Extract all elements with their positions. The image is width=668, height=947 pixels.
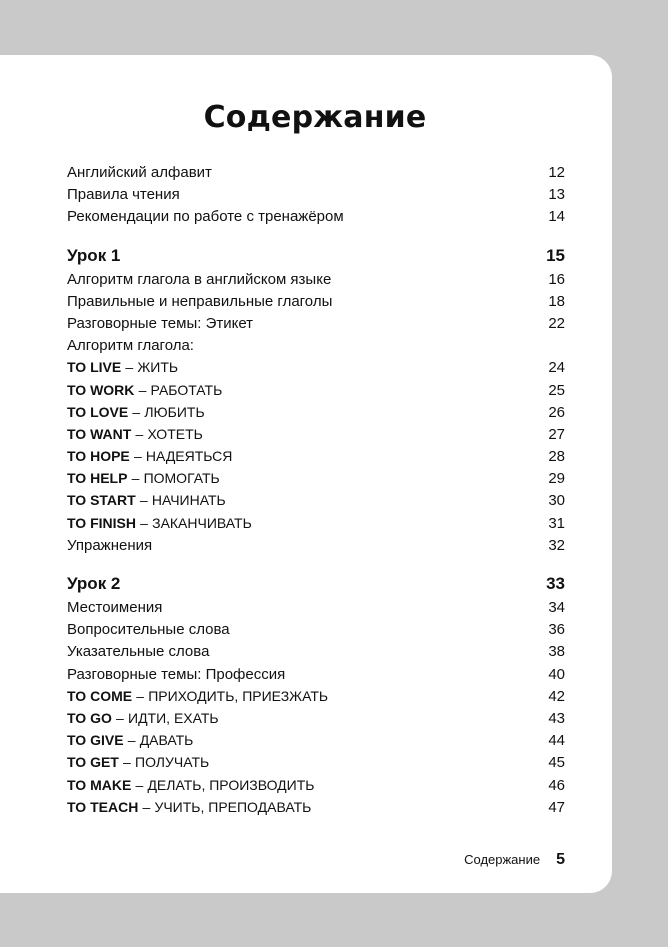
- toc-entry-page: 31: [548, 514, 565, 532]
- toc-entry-page: 38: [548, 643, 565, 661]
- dash: –: [116, 709, 124, 726]
- toc-entry-page: 42: [548, 687, 565, 705]
- dash: –: [127, 732, 136, 749]
- toc-entry-label: Рекомендации по работе с тренажёром: [67, 208, 344, 226]
- toc-verb-entry[interactable]: [67, 448, 565, 470]
- verb-meaning: ПРИХОДИТЬ, ПРИЕЗЖАТЬ: [148, 687, 329, 704]
- toc-verb-entry[interactable]: [67, 426, 565, 448]
- toc-entry-page: 26: [548, 403, 565, 421]
- dash: –: [139, 492, 148, 509]
- dash: –: [142, 798, 151, 815]
- verb-meaning: ДЕЛАТЬ, ПРОИЗВОДИТЬ: [147, 776, 315, 793]
- toc-entry[interactable]: [67, 186, 565, 208]
- toc-verb-entry[interactable]: [67, 688, 565, 710]
- verb-name: TO LOVE: [67, 403, 129, 420]
- toc-entry[interactable]: [67, 537, 565, 559]
- verb-name: TO START: [67, 492, 136, 509]
- toc-verb-entry[interactable]: [67, 799, 565, 821]
- toc-entry-page: 14: [548, 208, 565, 226]
- lesson-page: 15: [546, 245, 565, 265]
- toc-entry-page: 25: [548, 381, 565, 399]
- verb-meaning: ЗАКАНЧИВАТЬ: [152, 514, 252, 531]
- dash: –: [138, 381, 147, 398]
- verb-meaning: ПОЛУЧАТЬ: [135, 754, 210, 771]
- toc-entry-label: Правильные и неправильные глаголы: [67, 292, 333, 310]
- toc-verb-entry[interactable]: [67, 754, 565, 776]
- lesson-title: Урок 2: [67, 574, 121, 593]
- verb-meaning: НАЧИНАТЬ: [151, 492, 226, 509]
- toc-entry-label: Разговорные темы: Профессия: [67, 665, 286, 683]
- toc-verb-entry[interactable]: [67, 515, 565, 537]
- verb-name: TO WANT: [67, 425, 132, 442]
- toc-entry-page: 22: [548, 314, 565, 332]
- verb-meaning: НАДЕЯТЬСЯ: [145, 448, 233, 465]
- toc-entry-label: Английский алфавит: [67, 164, 212, 181]
- toc-entry-page: 32: [548, 536, 565, 554]
- toc-entry-label: Алгоритм глагола:: [67, 337, 194, 355]
- toc-entry-page: 36: [548, 621, 565, 639]
- verb-meaning: УЧИТЬ, ПРЕПОДАВАТЬ: [154, 798, 312, 815]
- toc-entry-label: Упражнения: [67, 536, 153, 554]
- page-footer: [464, 851, 565, 869]
- toc-entry-page: 12: [548, 164, 565, 181]
- toc-entry[interactable]: [67, 315, 565, 337]
- verb-meaning: ХОТЕТЬ: [147, 425, 203, 442]
- toc-entry-label: Алгоритм глагола в английском языке: [67, 270, 332, 288]
- document-page: [0, 55, 612, 893]
- dash: –: [136, 687, 145, 704]
- toc-entry-page: 27: [548, 425, 565, 443]
- toc-entry-label: Местоимения: [67, 599, 163, 616]
- verb-meaning: ЛЮБИТЬ: [144, 403, 205, 420]
- page-number: 5: [556, 851, 565, 868]
- toc-entry-page: 43: [548, 709, 565, 727]
- verb-name: TO FINISH: [67, 514, 136, 531]
- dash: –: [132, 403, 141, 420]
- toc-verb-entry[interactable]: [67, 777, 565, 799]
- lesson-title: Урок 1: [67, 245, 121, 265]
- dash: –: [135, 776, 144, 793]
- verb-meaning: ЖИТЬ: [137, 359, 179, 376]
- verb-name: TO GO: [67, 709, 112, 726]
- toc-entry-label: Разговорные темы: Этикет: [67, 314, 254, 332]
- toc-entry: [67, 337, 565, 359]
- toc-entry-page: 29: [548, 470, 565, 488]
- verb-name: TO GIVE: [67, 732, 124, 749]
- verb-meaning: ДАВАТЬ: [139, 732, 194, 749]
- footer-section-label: Содержание: [464, 852, 541, 867]
- verb-name: TO MAKE: [67, 776, 132, 793]
- verb-meaning: ИДТИ, ЕХАТЬ: [128, 709, 219, 726]
- verb-name: TO LIVE: [67, 359, 122, 376]
- table-of-contents: [67, 164, 565, 821]
- toc-verb-entry[interactable]: [67, 470, 565, 492]
- verb-name: TO GET: [67, 754, 119, 771]
- verb-meaning: ПОМОГАТЬ: [143, 470, 220, 487]
- toc-entry[interactable]: [67, 293, 565, 315]
- toc-entry[interactable]: [67, 643, 565, 665]
- toc-entry-page: 28: [548, 448, 565, 466]
- verb-name: TO COME: [67, 687, 133, 704]
- toc-entry[interactable]: [67, 599, 565, 621]
- verb-name: TO WORK: [67, 381, 135, 398]
- verb-name: TO HELP: [67, 470, 128, 487]
- toc-entry[interactable]: [67, 666, 565, 688]
- verb-meaning: РАБОТАТЬ: [150, 381, 223, 398]
- toc-entry-label: Указательные слова: [67, 643, 210, 661]
- dash: –: [140, 514, 148, 531]
- toc-entry[interactable]: [67, 208, 565, 230]
- toc-entry-page: 30: [548, 492, 565, 510]
- toc-lesson-heading[interactable]: [67, 574, 565, 599]
- verb-name: TO HOPE: [67, 448, 130, 465]
- toc-entry-label: Правила чтения: [67, 186, 180, 204]
- toc-verb-entry[interactable]: [67, 404, 565, 426]
- page-title: Содержание: [203, 100, 427, 135]
- toc-lesson-heading[interactable]: [67, 246, 565, 271]
- toc-entry-page: 18: [548, 292, 565, 310]
- toc-entry[interactable]: [67, 164, 565, 186]
- toc-entry-page: 13: [548, 186, 565, 204]
- toc-entry-page: 44: [548, 732, 565, 750]
- lesson-page: 33: [546, 574, 565, 593]
- toc-entry-page: 47: [548, 798, 565, 816]
- dash: –: [135, 425, 144, 442]
- toc-entry-page: 45: [548, 754, 565, 772]
- verb-name: TO TEACH: [67, 798, 139, 815]
- toc-entry-page: 16: [548, 270, 565, 288]
- dash: –: [125, 359, 134, 376]
- toc-entry-label: Вопросительные слова: [67, 621, 230, 639]
- dash: –: [123, 754, 131, 771]
- dash: –: [133, 448, 142, 465]
- toc-entry-page: 34: [548, 599, 565, 616]
- toc-entry[interactable]: [67, 621, 565, 643]
- toc-verb-entry[interactable]: [67, 732, 565, 754]
- dash: –: [131, 470, 140, 487]
- toc-verb-entry[interactable]: [67, 710, 565, 732]
- toc-entry-page: 40: [548, 665, 565, 683]
- toc-entry-page: 24: [548, 359, 565, 377]
- toc-verb-entry[interactable]: [67, 382, 565, 404]
- toc-entry[interactable]: [67, 271, 565, 293]
- toc-verb-entry[interactable]: [67, 492, 565, 514]
- toc-verb-entry[interactable]: [67, 359, 565, 381]
- toc-entry-page: 46: [548, 776, 565, 794]
